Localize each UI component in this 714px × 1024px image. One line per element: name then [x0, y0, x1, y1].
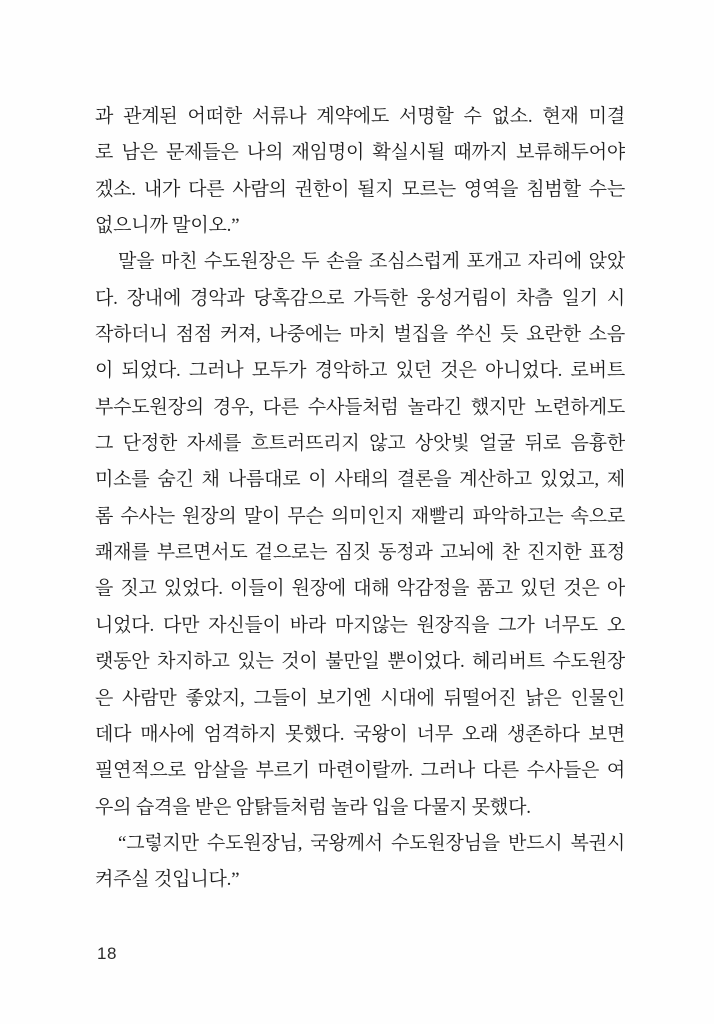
text-line: 다. 장내에 경악과 당혹감으로 가득한 웅성거림이 차츰 일기 시	[95, 287, 625, 309]
text-line: 쾌재를 부르면서도 겉으로는 짐짓 동정과 고뇌에 찬 진지한 표정	[95, 542, 625, 564]
body-text	[95, 99, 625, 899]
text-line: 데다 매사에 엄격하지 못했다. 국왕이 너무 오래 생존하다 보면	[95, 723, 625, 745]
text-line: 작하더니 점점 커져, 나중에는 마치 벌집을 쑤신 듯 요란한 소음	[95, 324, 625, 346]
text-line: 이 되었다. 그러나 모두가 경악하고 있던 것은 아니었다. 로버트	[95, 360, 625, 382]
text-line: 로 남은 문제들은 나의 재임명이 확실시될 때까지 보류해두어야	[95, 142, 625, 164]
text-line: 니었다. 다만 자신들이 바라 마지않는 원장직을 그가 너무도 오	[95, 614, 625, 636]
text-line: 겠소. 내가 다른 사람의 권한이 될지 모르는 영역을 침범할 수는	[95, 178, 625, 200]
text-line: 과 관계된 어떠한 서류나 계약에도 서명할 수 없소. 현재 미결	[95, 106, 625, 127]
page-number: 18	[97, 944, 117, 963]
text-line: 롬 수사는 원장의 말이 무슨 의미인지 재빨리 파악하고는 속으로	[95, 505, 625, 527]
text-line: 부수도원장의 경우, 다른 수사들처럼 놀라긴 했지만 노련하게도	[95, 396, 625, 418]
text-line: 없으니까 말이오.”	[95, 215, 240, 237]
text-line: 그 단정한 자세를 흐트러뜨리지 않고 상앗빛 얼굴 뒤로 음흉한	[95, 433, 625, 455]
text-line: 필연적으로 암살을 부르기 마련이랄까. 그러나 다른 수사들은 여	[95, 760, 625, 782]
text-line: 랫동안 차지하고 있는 것이 불만일 뿐이었다. 헤리버트 수도원장	[95, 651, 625, 673]
text-line: 을 짓고 있었다. 이들이 원장에 대해 악감정을 품고 있던 것은 아	[95, 578, 625, 600]
text-line: “그렇지만 수도원장님, 국왕께서 수도원장님을 반드시 복권시	[118, 832, 625, 854]
text-line: 미소를 숨긴 채 나름대로 이 사태의 결론을 계산하고 있었고, 제	[95, 469, 625, 491]
text-line: 은 사람만 좋았지, 그들이 보기엔 시대에 뒤떨어진 낡은 인물인	[95, 687, 625, 709]
text-line: 켜주실 것입니다.”	[95, 869, 240, 891]
text-line: 우의 습격을 받은 암탉들처럼 놀라 입을 다물지 못했다.	[95, 796, 531, 818]
text-line: 말을 마친 수도원장은 두 손을 조심스럽게 포개고 자리에 앉았	[118, 251, 625, 273]
